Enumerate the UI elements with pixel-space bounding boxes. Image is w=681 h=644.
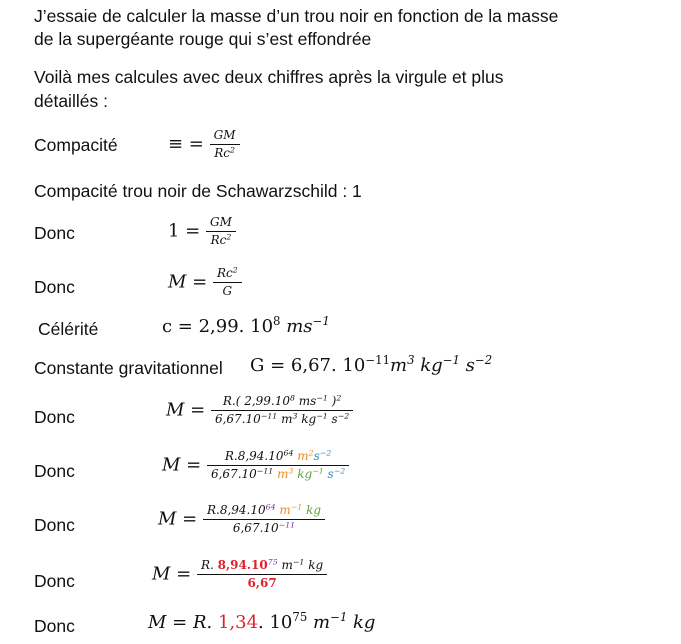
- intro-line-2: de la supergéante rouge qui s’est effondrée: [34, 29, 372, 49]
- fraction-denominator: G: [222, 284, 233, 298]
- label-celerite: Célérité: [38, 319, 99, 339]
- intro-line-1: J’essaie de calculer la masse d’un trou noir en fonction de la masse: [34, 6, 559, 26]
- label-donc-6: Donc: [34, 571, 75, 591]
- equation-celerite: c = 2,99. $10^8$ $ms^{-1}$: [162, 313, 330, 337]
- equation-m-rc2-g: [168, 266, 242, 299]
- equation-substitution: M = $\frac{R.( 2,99.10^8 ms^{-1} )^2}{6,67.10^{-11} m^3 kg^{-1} s^{-2}}$: [166, 394, 353, 427]
- label-donc-1: Donc: [34, 223, 75, 243]
- equation-simplified: M = $\frac{R.8,94.10^{64} m^{-1} kg}{6,67.10^{-11}}$: [158, 503, 325, 536]
- intro-line-3: Voilà mes calcules avec deux chiffres après la virgule et plus: [34, 67, 504, 87]
- fraction-numerator: R.8,94.10$^{64}$ $m^2s^{-2}$: [207, 449, 349, 466]
- label-compacite-trou-noir: Compacité trou noir de Schawarzschild : 1: [34, 181, 362, 201]
- equation-one: [168, 215, 236, 248]
- label-donc-4: Donc: [34, 461, 75, 481]
- fraction-denominator: 6,67: [247, 576, 277, 590]
- fraction-gm-rc2-b: [206, 215, 236, 248]
- fraction-denominator: Rc$^2$: [210, 232, 232, 247]
- equation-constante: G = 6,67. $10^{-11}m^3$ $kg^{-1}$ $s^{-2}$: [250, 352, 493, 376]
- fraction-denominator: $6,67.10^{-11}$: [232, 520, 296, 535]
- m-lhs: M =: [168, 271, 208, 293]
- fraction-expanded: [207, 449, 349, 482]
- fraction-numerator: R.8,94.10$^{64}$ $m^{-1}$ kg: [203, 503, 325, 520]
- fraction-divided: [197, 558, 327, 591]
- equation-expanded: M = $\frac{R.8,94.10^{64} m^2s^{-2}}{6,67.10^{-11} m^3 kg^{-1} s^{-2}}$: [162, 449, 349, 482]
- label-donc-7: Donc: [34, 616, 75, 636]
- fraction-rc2-g: [213, 266, 242, 299]
- label-donc-5: Donc: [34, 515, 75, 535]
- fraction-numerator: R. 8,94.10$^{75}$ $m^{-1}$ kg: [197, 558, 327, 575]
- fraction-gm-rc2: [210, 128, 240, 161]
- equation-final: M = R. 1,34. $10^{75}$ $m^{-1}$ kg: [148, 609, 376, 633]
- fraction-simplified: [203, 503, 325, 536]
- equation-compacite: [168, 128, 240, 161]
- final-value: 1,34: [217, 612, 259, 633]
- fraction-substitution: [211, 394, 353, 427]
- fraction-numerator: Rc$^2$: [213, 266, 242, 283]
- fraction-denominator: $6,67.10^{-11}$ $m^3$ $kg^{-1}$ $s^{-2}$: [214, 411, 350, 426]
- fraction-numerator: R.( 2,99.10$^8$ $ms^{-1}$ )$^2$: [211, 394, 353, 411]
- one-lhs: 1 =: [168, 220, 201, 242]
- label-donc-3: Donc: [34, 407, 75, 427]
- fraction-numerator: GM: [210, 128, 240, 145]
- compacite-lhs: ≡ =: [168, 133, 204, 155]
- fraction-denominator: Rc$^2$: [214, 145, 235, 160]
- label-donc-2: Donc: [34, 277, 75, 297]
- equation-divided: M = $\frac{R. 8,94.10^{75} m^{-1} kg}{6,67}$: [152, 558, 327, 591]
- fraction-numerator: GM: [206, 215, 236, 232]
- intro-line-4: détaillés :: [34, 91, 108, 111]
- label-compacite: Compacité: [34, 135, 118, 155]
- label-constante: Constante gravitationnel: [34, 358, 223, 378]
- fraction-denominator: $6,67.10^{-11}$ $m^3$ $kg^{-1}$ $s^{-2}$: [210, 466, 346, 481]
